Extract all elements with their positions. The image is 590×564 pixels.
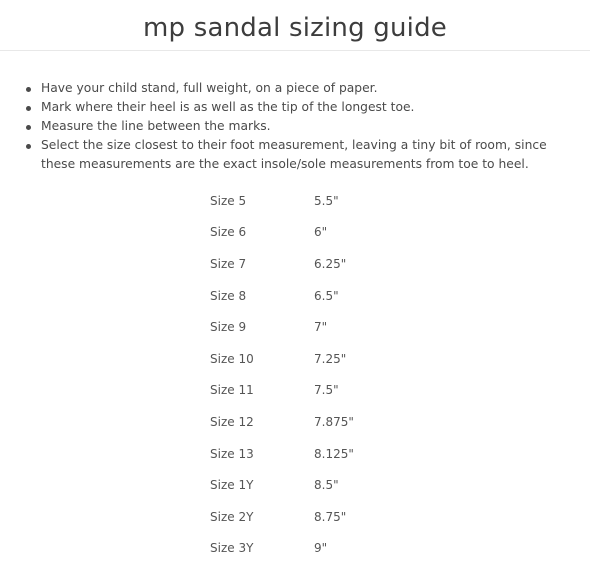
instructions-list [22, 79, 584, 174]
instruction-text: Have your child stand, full weight, on a piece of paper. [41, 81, 378, 95]
table-row [210, 406, 394, 438]
table-row [210, 533, 394, 564]
bullet-icon [26, 125, 31, 130]
size-cell: Size 8 [210, 288, 247, 303]
table-row [210, 469, 394, 501]
length-cell: 8.5" [314, 478, 339, 493]
length-cell: 6.25" [314, 256, 347, 271]
length-cell: 8.75" [314, 509, 347, 524]
instruction-text: Measure the line between the marks. [41, 119, 271, 133]
instruction-item [22, 136, 584, 174]
table-row [210, 217, 394, 249]
bullet-icon [26, 87, 31, 92]
instruction-item [22, 79, 584, 98]
table-row [210, 438, 394, 470]
table-row [210, 375, 394, 407]
size-cell: Size 6 [210, 225, 247, 240]
bullet-icon [26, 106, 31, 111]
length-cell: 7" [314, 320, 328, 335]
size-chart-table [210, 185, 394, 564]
table-row [210, 311, 394, 343]
size-cell: Size 3Y [210, 541, 254, 556]
length-cell: 9" [314, 541, 328, 556]
size-cell: Size 9 [210, 320, 247, 335]
instruction-item [22, 117, 584, 136]
size-cell: Size 11 [210, 383, 254, 398]
length-cell: 6" [314, 225, 328, 240]
table-row [210, 343, 394, 375]
size-cell: Size 5 [210, 193, 247, 208]
length-cell: 6.5" [314, 288, 339, 303]
table-row [210, 501, 394, 533]
size-cell: Size 13 [210, 446, 254, 461]
size-cell: Size 1Y [210, 478, 254, 493]
table-row [210, 185, 394, 217]
length-cell: 8.125" [314, 446, 354, 461]
instruction-text: Select the size closest to their foot measurement, leaving a tiny bit of room, since these measurements are the exact insole/sole measurements from toe to heel. [41, 138, 547, 171]
size-cell: Size 12 [210, 414, 254, 429]
bullet-icon [26, 144, 31, 149]
size-cell: Size 2Y [210, 509, 254, 524]
title-divider [0, 50, 590, 51]
length-cell: 7.5" [314, 383, 339, 398]
page-title: mp sandal sizing guide [143, 13, 447, 43]
instruction-text: Mark where their heel is as well as the tip of the longest toe. [41, 100, 415, 114]
table-row [210, 280, 394, 312]
size-cell: Size 10 [210, 351, 254, 366]
size-cell: Size 7 [210, 256, 247, 271]
length-cell: 7.25" [314, 351, 347, 366]
length-cell: 5.5" [314, 193, 339, 208]
length-cell: 7.875" [314, 414, 354, 429]
table-row [210, 248, 394, 280]
instruction-item [22, 98, 584, 117]
